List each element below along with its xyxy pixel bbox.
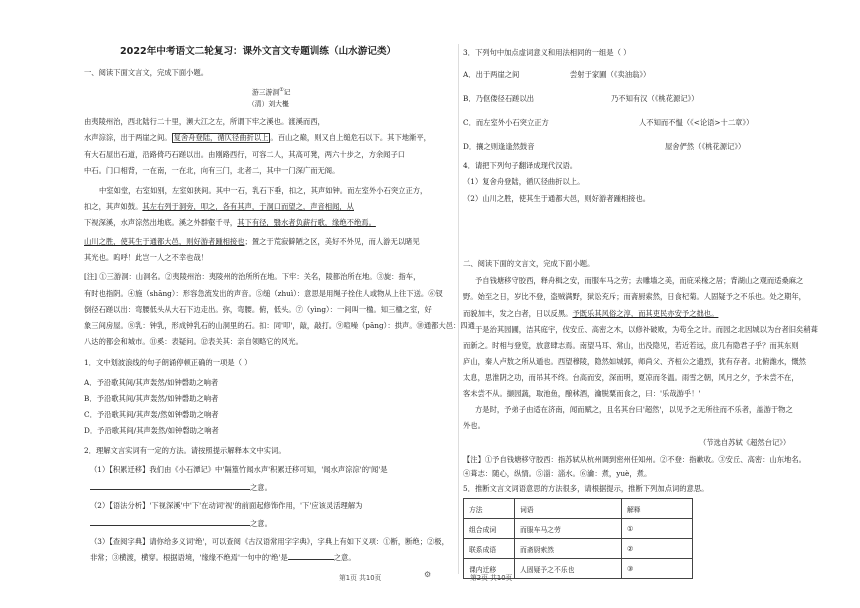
table-cell: 人固疑予之不乐也	[515, 559, 622, 579]
essay-para1-line3: 有大石屋出石道，沿路倚巧石蹉以出。由刚路西行，可容二人，其高可凳，两六十步之，方余闻子口	[84, 150, 406, 159]
passage2-para2-line2: 而新之。时相与登览，放意肆志焉。南望马耳、常山，出没隐见，若近若远，庶几有隐君子乎？而其东则	[463, 341, 799, 350]
question-4-part-1: （1）复舍舟登陆，循仄径曲折以上。	[463, 177, 585, 186]
essay-notes-4: 象三间房屋。⑧乳：钟乳，形成钟乳石的山洞里的石。扣：同'叩'，敲，敲打。⑨喧噪（pāng）：拱声。⑩通都大邑：四通	[84, 321, 475, 330]
essay-para1-line4: 中石。门口相背，一在南，一在北，向有三门，北者二，其中一门深广而无阁。	[84, 166, 340, 175]
essay-notes-1: [注] ①三游洞：山洞名。②夷陵州治：夷陵州的治所所在地。下牢：关名，陵都治所在地。③旋：指车，	[84, 272, 421, 281]
question-2-part-3-line2[interactable]: 非常；③横渡，横穿。根据语境，'缘缘不绝焉'一句中的'绝'是 之意。	[90, 553, 356, 562]
essay-para1-line1: 由夷陵州治，西北陆行二十里，濒大江之左，所谓下牢之溪也。渡溪而西，	[84, 117, 325, 126]
passage2-para2-line1: 于是治其园圃，洁其庭宇，伐安丘、高密之木，以修补破败，为苟全之计。而园之北因城以为台者旧矣稍葺	[475, 325, 818, 334]
question-3-option-c[interactable]: C．而左室外小石突立正方 人不知而不愠（《<论语>十二章》）	[463, 118, 754, 127]
question-3-option-d[interactable]: D．攘之则逢逢然鼓音 屋舍俨然（《桃花源记》）	[463, 142, 746, 151]
question-1: 1．文中划波浪线的句子朗诵停顿正确的一项是（ ）	[84, 358, 252, 367]
question-2-part-3: （3）【查阅字典】请你给多义词'绝'，可以查阅《古汉语常用字字典》，字典上有如下义项：①断，断绝；②极，	[90, 537, 449, 546]
question-4-part-2: （2）山川之胜，使其生于通都大邑，则好游者踵相接也。	[463, 194, 651, 203]
table-header-cell: 方法	[464, 499, 515, 519]
question-1-option-c[interactable]: C．予沿歌其间/其声轰/然如钟磬助之响者	[84, 410, 219, 419]
table-header-cell: 解释	[622, 499, 693, 519]
essay-notes-2: 有时也指阴。④施（shāng）：形容急流发出的声音。⑤缒（zhuì）：意思是用绳子拴住人或物从上往下送。⑥钗	[84, 289, 443, 298]
column-divider	[458, 44, 459, 574]
question-2-part-1-blank[interactable]: 之意。	[90, 483, 272, 492]
essay-author: （清）刘大櫆	[248, 100, 289, 108]
passage2-para1-line1: 予自钱塘移守胶西，释舟楫之安，而服车马之劳；去雕墙之美，而庇采椽之居；背湖山之观而适桑麻之	[475, 276, 804, 285]
gear-icon: ⚙	[424, 570, 432, 579]
question-3-option-b[interactable]: B．乃伛偻径石蹉以出 乃不知有汉（《桃花源记》）	[463, 94, 699, 103]
passage2-para2-line4: 太息，思淮阴之功，而吊其不终。台高而安，深而明，夏凉而冬温。雨雪之朝，风月之夕，予未尝不在，	[463, 373, 799, 382]
passage2-notes-1: 【注】①予自钱塘移守胶西：指苏轼从杭州调到密州任知州。②不登：指歉收。③安丘、高密：山东地名。	[463, 455, 806, 464]
table-row	[464, 539, 693, 559]
table-cell: 而服车马之劳	[515, 519, 622, 539]
essay-para2-line3: 下视深溪，水声淙然出地底。溪之外群壑千寻，其下有径，翳水者负薪行歌，缘绝不绝焉。	[84, 218, 376, 227]
table-cell-answer[interactable]: ②	[622, 539, 693, 559]
passage2-para3-line1: 方是时，予弟子由适在济南，闻而赋之，且名其台曰'超然'，以见予之无所往而不乐者，盖游于物之	[475, 405, 793, 414]
question-4: 4．请把下列句子翻译成现代汉语。	[463, 161, 578, 170]
question-2-part-1: （1）【积累迁移】我们由《小石潭记》中'隔篁竹闻水声'积累迁移可知，'闻水声淙淙'的'闻'是	[90, 465, 388, 474]
table-header-cell: 词语	[515, 499, 622, 519]
question-1-option-d[interactable]: D．予沿歌其间/其声轰然/如钟磬助之响者	[84, 426, 219, 435]
section-1-heading: 一、阅读下面文言文，完成下面小题。	[84, 68, 209, 77]
question-3-option-a[interactable]: A．出于两崖之间 尝射于家圃（《卖油翁》）	[463, 70, 651, 79]
table-row	[464, 519, 693, 539]
table-header-row	[464, 499, 693, 519]
section-2-heading: 二、阅读下面的文言文，完成下面小题。	[463, 259, 595, 268]
passage2-para2-line3: 庐山，秦人卢敖之所从遁也。西望穆陵，隐然如城郭，师尚父、齐桓公之遗烈，犹有存者。北俯潍水，慨然	[463, 357, 806, 366]
question-1-option-b[interactable]: B．予沿歌其间/其声轰然/如钟磬助之响者	[84, 394, 219, 403]
essay-para2-line1: 中室如堂，右室如别，左室如狭间。其中一石，乳石下垂，扣之，其声如钟。而左室外小石突立正方，	[99, 186, 428, 195]
passage2-source: （节选自苏轼《超然台记》）	[699, 438, 791, 447]
method-table	[463, 498, 693, 579]
essay-title: 游三游洞①记	[252, 87, 291, 97]
question-2-part-2-blank[interactable]: 之意。	[90, 519, 272, 528]
essay-para2-line2: 扣之，其声如鼓。其左右列于洞旁，叩之，各有其声，于洞口而望之，声音相闻，从	[84, 202, 354, 211]
essay-notes-5: 八达的都会和城市。⑪奚：表疑问。⑫表关其：亲自领略它的风光。	[84, 337, 303, 346]
table-cell: 而斋厨索然	[515, 539, 622, 559]
table-cell-answer[interactable]: ①	[622, 519, 693, 539]
footer-page-left: 第1页 共10页	[339, 574, 382, 582]
passage2-para3-line2: 外也。	[463, 421, 485, 430]
essay-para1-line2: 水声淙淙，出于两崖之间。 复舍舟登陆，循仄径曲折以上 。百山之巅，则又自上缒危石以下。其下地渐平，	[84, 133, 431, 142]
question-3: 3．下列句中加点虚词意义和用法相同的一组是（ ）	[463, 48, 631, 57]
question-5: 5．推断文言文词语意思的方法很多，请根据提示，推断下列加点词的意思。	[463, 484, 709, 493]
table-cell: 课内迁移	[464, 559, 515, 579]
passage2-para1-line2: 野。始至之日，岁比不登，盗贼满野，狱讼充斥；而斋厨索然，日食杞菊。人固疑予之不乐也。处之期年，	[463, 292, 806, 301]
passage2-notes-2: ④葺志：随心，纵情。⑤淄：淄水。⑥瀹：煮，yuè，煮。	[463, 469, 652, 478]
table-cell: 联系成语	[464, 539, 515, 559]
passage2-para1-line3: 而貌加丰，发之白者，日以反黑。予既乐其风俗之淳，而其吏民亦安予之拙也。	[463, 309, 719, 318]
essay-para3-line2: 其光也。呜呼！此岂一人之不幸也哉！	[84, 253, 209, 262]
question-2: 2．理解文言实词有一定的方法。请按照提示解释本文中实词。	[84, 446, 286, 455]
question-2-part-2: （2）【语法分析】'下视深溪'中'下'在动词'视'的前面起修饰作用，'下'应该灵活理解为	[90, 501, 363, 510]
table-cell: 组合成词	[464, 519, 515, 539]
page-title: 2022年中考语文二轮复习：课外文言文专题训练（山水游记类）	[120, 46, 397, 57]
essay-notes-3: 倒径石蹉以出：弯腰低头从大石下边走出。弥，弯腰。俯，低头。⑦（yìng）：一间叫一楹。知三楹之室，好	[84, 305, 432, 314]
footer-page-right: 第2页 共10页	[470, 574, 513, 582]
essay-para3-line1: 山川之胜，使其生于通都大邑，则好游者踵相接也；置之于荒寂僻陋之区，美好不外见，而人游无以睹见	[84, 237, 420, 246]
passage2-para2-line5: 客未尝不从。撷园蔬，取池鱼，酿秫酒，瀹脱粟而食之，曰：'乐哉游乎！'	[463, 389, 701, 398]
question-1-option-a[interactable]: A．予沿歌其间/其声轰然/如钟磬助之响者	[84, 378, 219, 387]
table-cell-answer[interactable]: ③	[622, 559, 693, 579]
